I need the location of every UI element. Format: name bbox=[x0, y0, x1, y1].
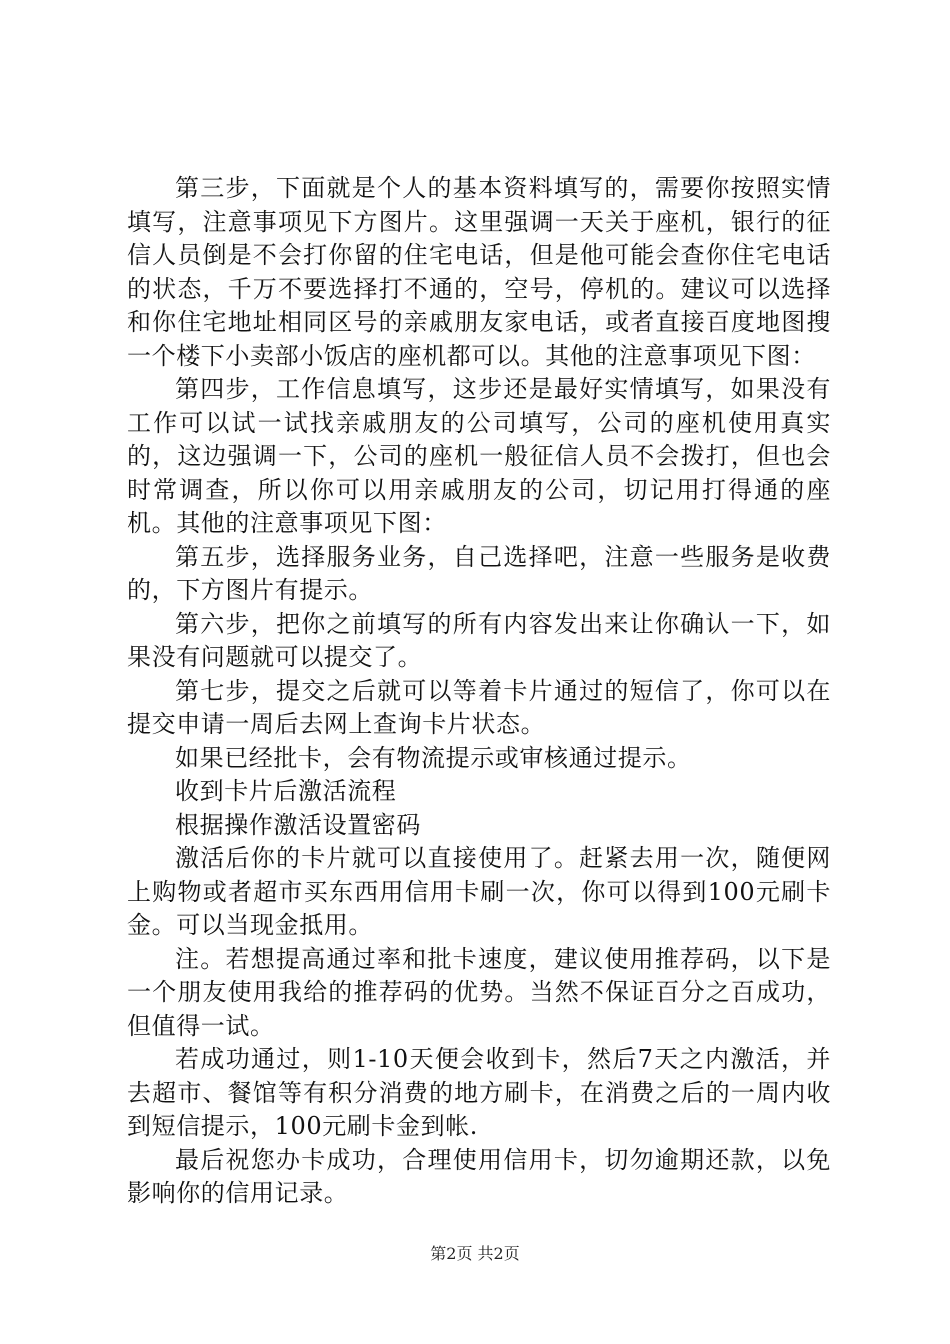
document-body bbox=[127, 172, 831, 1211]
paragraph-after-activation: 激活后你的卡片就可以直接使用了。赶紧去用一次，随便网上购物或者超市买东西用信用卡刷一次，你可以得到100元刷卡金。可以当现金抵用。 bbox=[127, 844, 831, 939]
paragraph-step-4: 第四步，工作信息填写，这步还是最好实情填写，如果没有工作可以试一试找亲戚朋友的公司填写，公司的座机使用真实的，这边强调一下，公司的座机一般征信人员不会拨打，但也会时常调查，所以你可以用亲戚朋友的公司，切记用打得通的座机。其他的注意事项见下图： bbox=[127, 375, 831, 537]
paragraph-success-timeline: 若成功通过，则1-10天便会收到卡，然后7天之内激活，并去超市、餐馆等有积分消费的地方刷卡，在消费之后的一周内收到短信提示，100元刷卡金到帐. bbox=[127, 1045, 831, 1140]
paragraph-closing: 最后祝您办卡成功，合理使用信用卡，切勿逾期还款，以免影响你的信用记录。 bbox=[127, 1145, 831, 1207]
paragraph-step-3: 第三步，下面就是个人的基本资料填写的，需要你按照实情填写，注意事项见下方图片。这里强调一天关于座机，银行的征信人员倒是不会打你留的住宅电话，但是他可能会查你住宅电话的状态，千万不要选择打不通的，空号，停机的。建议可以选择和你住宅地址相同区号的亲戚朋友家电话，或者直接百度地图搜一个楼下小卖部小饭店的座机都可以。其他的注意事项见下图： bbox=[127, 174, 831, 370]
page-number-indicator: 第2页 共2页 bbox=[430, 1244, 520, 1263]
paragraph-step-7: 第七步，提交之后就可以等着卡片通过的短信了，你可以在提交申请一周后去网上查询卡片状态。 bbox=[127, 676, 831, 738]
paragraph-step-6: 第六步，把你之前填写的所有内容发出来让你确认一下，如果没有问题就可以提交了。 bbox=[127, 609, 831, 671]
paragraph-activation-flow: 收到卡片后激活流程 bbox=[175, 777, 397, 805]
paragraph-approval-notice: 如果已经批卡，会有物流提示或审核通过提示。 bbox=[175, 743, 692, 772]
paragraph-step-5: 第五步，选择服务业务，自己选择吧，注意一些服务是收费的，下方图片有提示。 bbox=[127, 542, 831, 604]
paragraph-set-password: 根据操作激活设置密码 bbox=[175, 810, 421, 839]
paragraph-referral-note: 注。若想提高通过率和批卡速度，建议使用推荐码，以下是一个朋友使用我给的推荐码的优势。当然不保证百分之百成功，但值得一试。 bbox=[127, 944, 831, 1040]
page-footer bbox=[0, 1244, 950, 1264]
